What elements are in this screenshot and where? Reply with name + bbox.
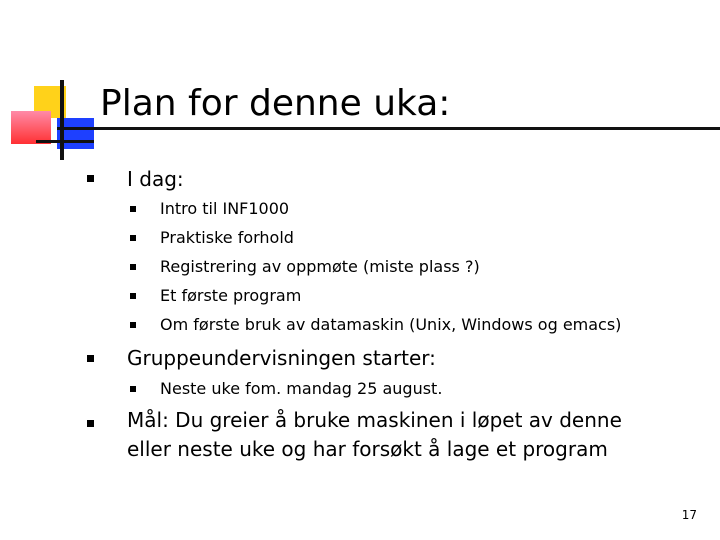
bullet-square-icon xyxy=(130,293,136,299)
bullet-item-today: I dag: xyxy=(127,167,184,191)
bullet-square-icon xyxy=(130,235,136,241)
bullet-item-groups: Gruppeundervisningen starter: xyxy=(127,346,436,370)
decorative-logo xyxy=(0,0,110,170)
logo-horizontal-line xyxy=(36,140,94,143)
sub-item: Registrering av oppmøte (miste plass ?) xyxy=(160,257,480,276)
bullet-square-icon xyxy=(87,355,94,362)
slide-title: Plan for denne uka: xyxy=(100,83,451,124)
sub-item: Intro til INF1000 xyxy=(160,199,290,218)
title-underline xyxy=(57,127,720,130)
bullet-square-icon xyxy=(130,322,136,328)
bullet-square-icon xyxy=(87,420,94,427)
bullet-item-goal-line2: eller neste uke og har forsøkt å lage et program xyxy=(127,437,608,461)
sub-item: Et første program xyxy=(160,286,302,305)
sub-item: Om første bruk av datamaskin (Unix, Windows og emacs) xyxy=(160,315,622,334)
page-number: 17 xyxy=(681,508,697,522)
bullet-item-goal-line1: Mål: Du greier å bruke maskinen i løpet av denne xyxy=(127,408,622,432)
bullet-square-icon xyxy=(130,264,136,270)
bullet-square-icon xyxy=(130,386,136,392)
logo-vertical-line xyxy=(60,80,64,160)
sub-item: Neste uke fom. mandag 25 august. xyxy=(160,379,443,398)
sub-item: Praktiske forhold xyxy=(160,228,294,247)
bullet-square-icon xyxy=(87,175,94,182)
bullet-square-icon xyxy=(130,206,136,212)
